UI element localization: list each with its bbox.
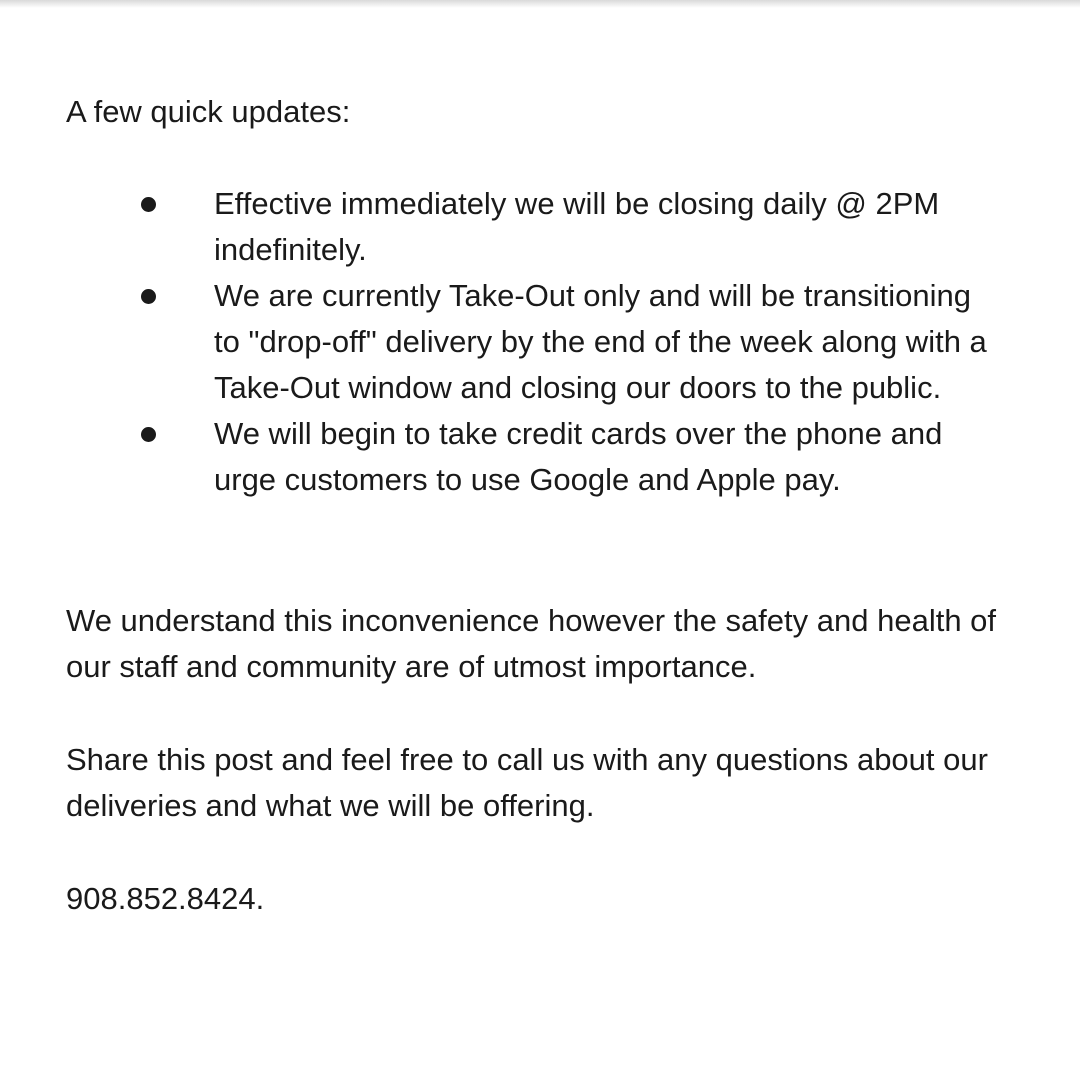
list-item	[0, 273, 1004, 411]
top-edge-shadow	[0, 0, 1080, 8]
list-item	[0, 411, 1004, 503]
list-item-text: Effective immediately we will be closing daily @ 2PM indefinitely.	[214, 186, 940, 267]
updates-list	[0, 181, 1080, 503]
bullet-icon	[141, 289, 156, 304]
list-item-text: We are currently Take-Out only and will be transitioning to "drop-off" delivery by the end of the week along with a Take-Out window and closing our doors to the public.	[214, 278, 987, 405]
list-item-text: We will begin to take credit cards over the phone and urge customers to use Google and Apple pay.	[214, 416, 943, 497]
safety-paragraph: We understand this inconvenience however the safety and health of our staff and community are of utmost importance.	[66, 603, 997, 684]
bullet-icon	[141, 427, 156, 442]
share-paragraph: Share this post and feel free to call us with any questions about our deliveries and what we will be offering.	[66, 742, 988, 823]
intro-heading: A few quick updates:	[66, 94, 351, 129]
phone-number: 908.852.8424.	[66, 881, 265, 916]
list-item	[0, 181, 1004, 273]
bullet-icon	[141, 197, 156, 212]
